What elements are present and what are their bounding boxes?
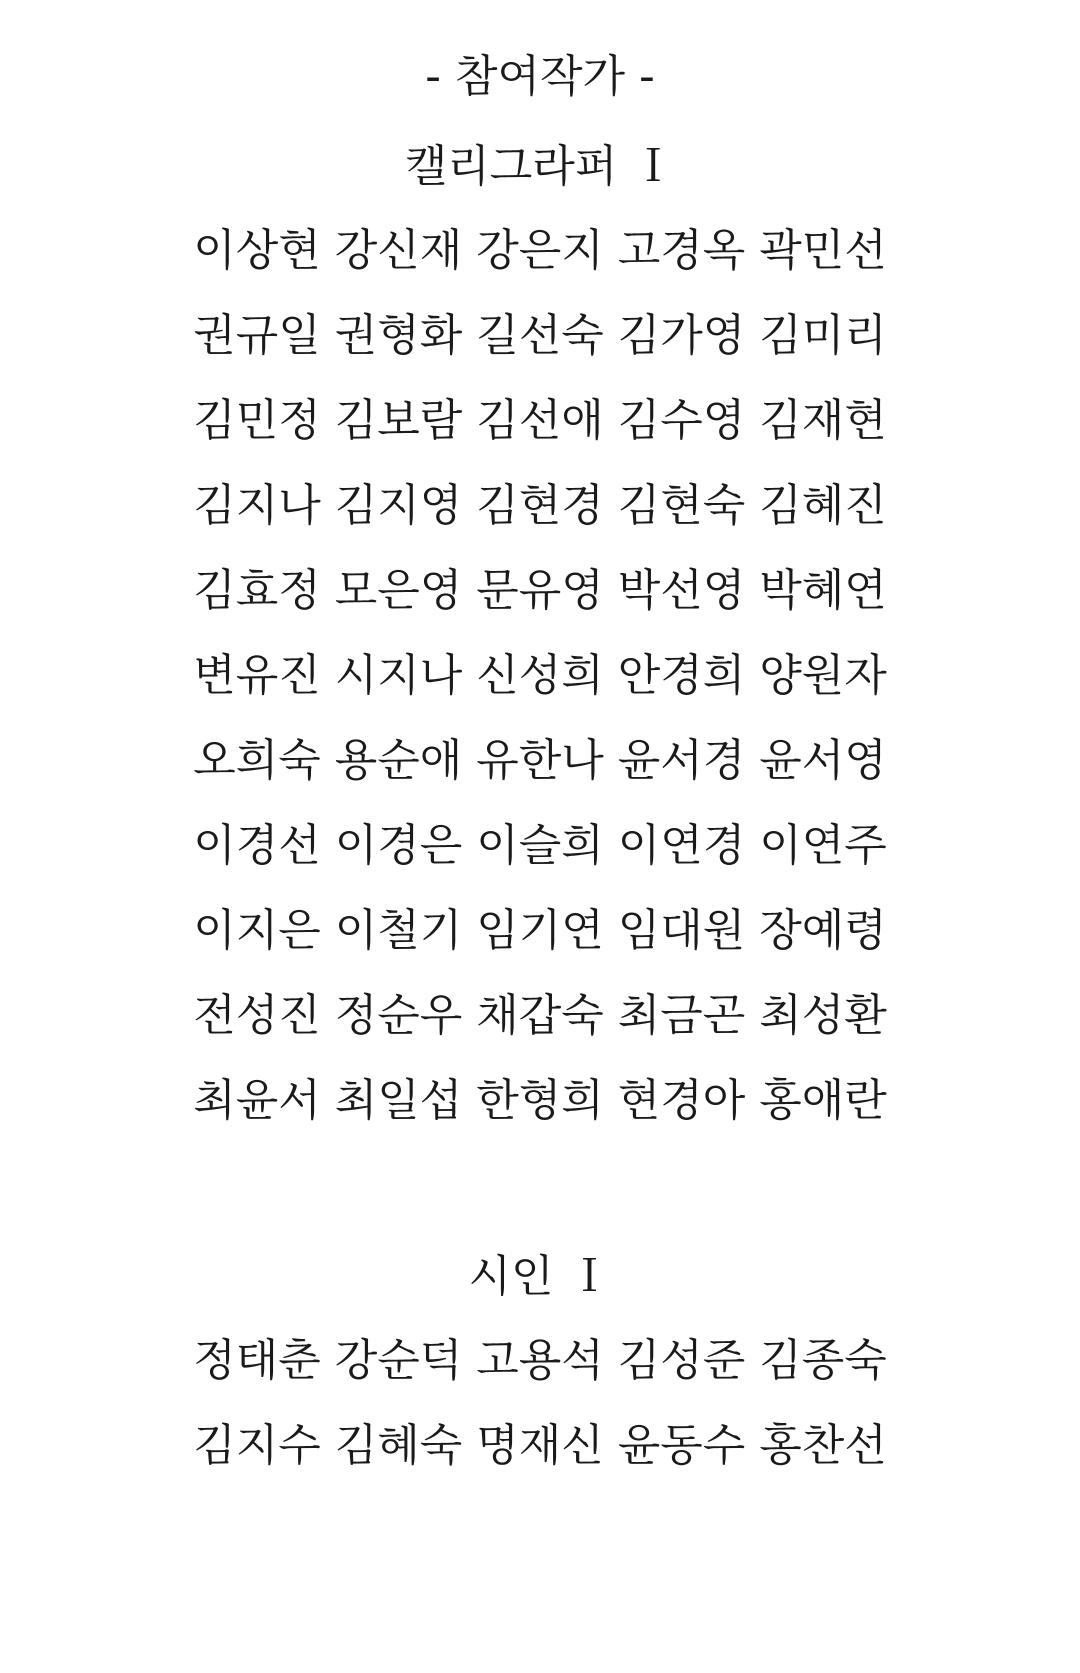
section-heading-poets: 시인 Ｉ [468, 1251, 612, 1302]
section-heading-calligraphers: 캘리그라퍼 Ｉ [404, 141, 676, 192]
calligrapher-names-row: 권규일 권형화 길선숙 김가영 김미리 [193, 310, 887, 361]
poet-names-row: 정태춘 강순덕 고용석 김성준 김종숙 [193, 1335, 887, 1386]
calligrapher-names-row: 이경선 이경은 이슬희 이연경 이연주 [193, 820, 887, 871]
calligrapher-names-row: 오희숙 용순애 유한나 윤서경 윤서영 [193, 735, 887, 786]
calligrapher-names-row: 이지은 이철기 임기연 임대원 장예령 [193, 905, 887, 956]
calligrapher-names-row: 이상현 강신재 강은지 고경옥 곽민선 [193, 225, 887, 276]
poet-names-row: 김지수 김혜숙 명재신 윤동수 홍찬선 [193, 1420, 887, 1471]
calligrapher-names-row: 김민정 김보람 김선애 김수영 김재현 [193, 395, 887, 446]
calligrapher-names-row: 최윤서 최일섭 한형희 현경아 홍애란 [193, 1075, 887, 1126]
calligrapher-names-row: 김효정 모은영 문유영 박선영 박혜연 [193, 565, 887, 616]
calligrapher-names-row: 전성진 정순우 채갑숙 최금곤 최성환 [193, 990, 887, 1041]
calligrapher-names-row: 변유진 시지나 신성희 안경희 양원자 [193, 650, 887, 701]
page-title: - 참여작가 - [425, 51, 655, 102]
calligrapher-names-row: 김지나 김지영 김현경 김현숙 김혜진 [193, 480, 887, 531]
